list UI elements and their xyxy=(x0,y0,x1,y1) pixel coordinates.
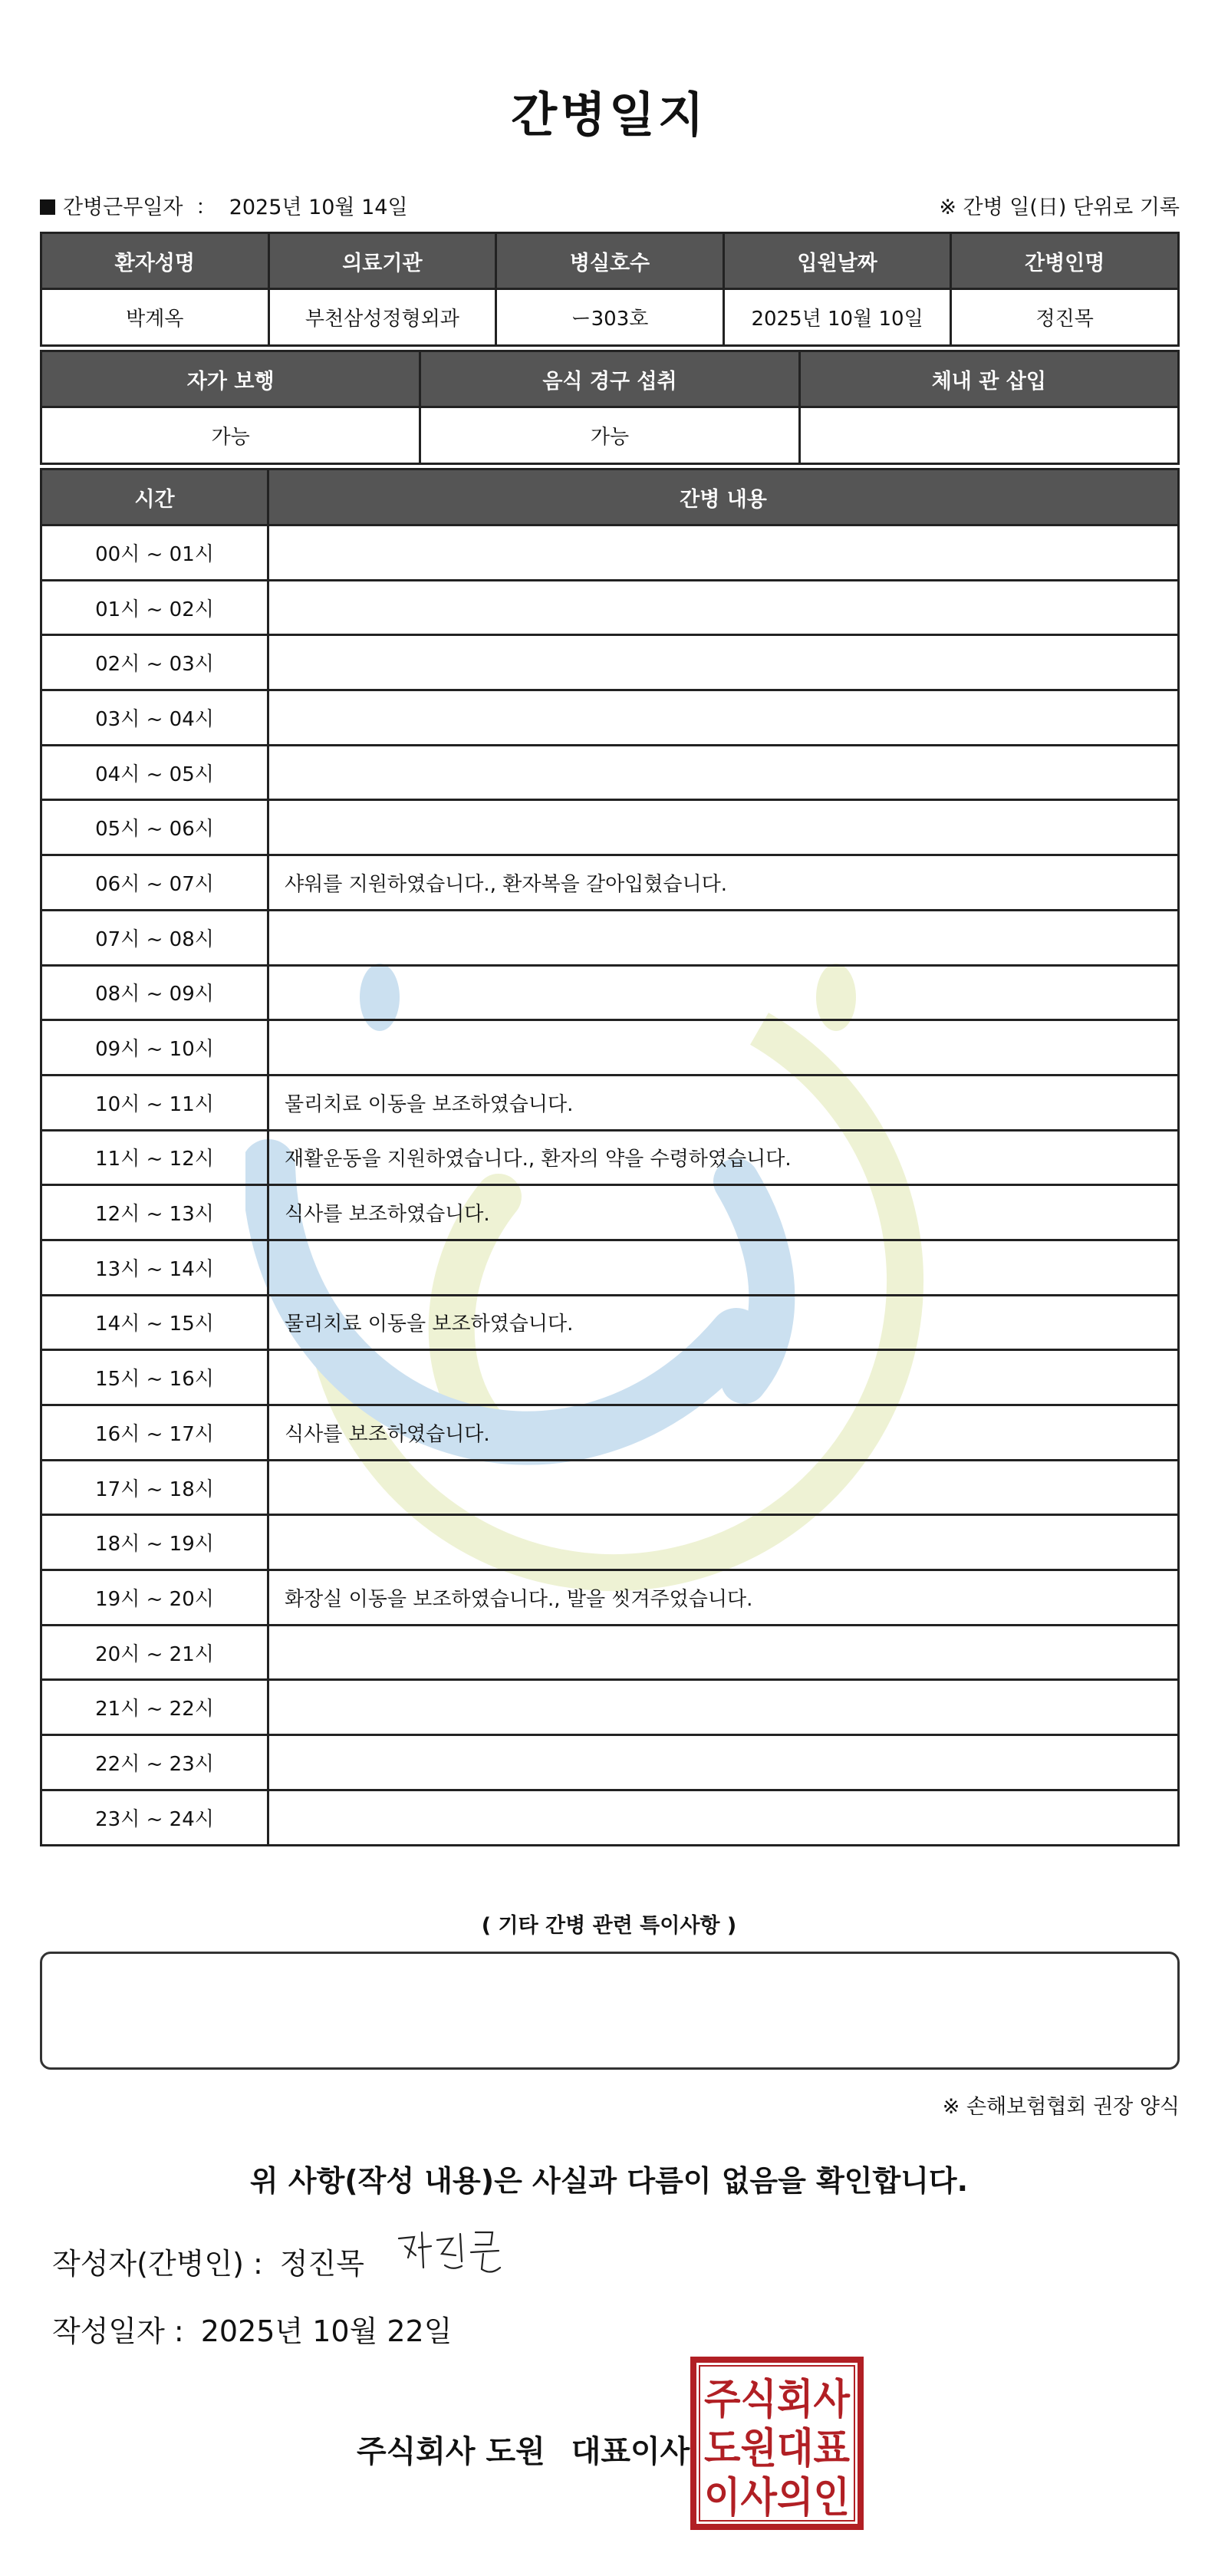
company-name: 주식회사 도원 xyxy=(357,2434,545,2469)
log-content: 물리치료 이동을 보조하였습니다. xyxy=(268,1075,1179,1130)
log-content: 식사를 보조하였습니다. xyxy=(268,1185,1179,1240)
log-row xyxy=(41,855,1179,911)
self-walking-value: 가능 xyxy=(41,407,420,464)
patient-info-table xyxy=(40,232,1180,347)
log-row xyxy=(41,690,1179,746)
header-care-content: 간병 내용 xyxy=(268,469,1179,525)
svg-text:도원대표: 도원대표 xyxy=(704,2424,850,2472)
log-time: 10시 ~ 11시 xyxy=(41,1075,268,1130)
log-content xyxy=(268,1515,1179,1570)
notes-heading: ( 기타 간병 관련 특이사항 ) xyxy=(481,1914,737,1938)
header-hospital: 의료기관 xyxy=(268,233,496,289)
log-row xyxy=(41,1625,1179,1680)
page-title: 간병일지 xyxy=(511,87,707,143)
handwritten-signature xyxy=(391,2223,514,2284)
log-time: 18시 ~ 19시 xyxy=(41,1515,268,1570)
log-row xyxy=(41,745,1179,800)
header-oral-intake: 음식 경구 섭취 xyxy=(420,351,799,407)
company-seal xyxy=(690,2357,864,2530)
log-row xyxy=(41,1735,1179,1790)
header-room-number: 병실호수 xyxy=(496,233,724,289)
log-row xyxy=(41,1295,1179,1350)
log-time: 13시 ~ 14시 xyxy=(41,1240,268,1295)
log-content xyxy=(268,745,1179,800)
log-time: 03시 ~ 04시 xyxy=(41,690,268,746)
log-content xyxy=(268,1020,1179,1076)
notes-box xyxy=(40,1952,1180,2070)
log-row xyxy=(41,1350,1179,1405)
care-log-table xyxy=(40,468,1180,1846)
log-time: 23시 ~ 24시 xyxy=(41,1790,268,1845)
log-time: 15시 ~ 16시 xyxy=(41,1350,268,1405)
log-content: 물리치료 이동을 보조하였습니다. xyxy=(268,1295,1179,1350)
log-time: 00시 ~ 01시 xyxy=(41,525,268,581)
log-content xyxy=(268,580,1179,635)
log-row xyxy=(41,1240,1179,1295)
log-content xyxy=(268,910,1179,965)
admission-date: 2025년 10월 10일 xyxy=(723,289,951,346)
square-bullet-icon xyxy=(40,199,55,215)
header-self-walking: 자가 보행 xyxy=(41,351,420,407)
log-content xyxy=(268,1735,1179,1790)
log-content xyxy=(268,1460,1179,1515)
svg-text:주식회사: 주식회사 xyxy=(704,2375,851,2423)
svg-text:이사의인: 이사의인 xyxy=(704,2473,850,2522)
work-date-label: 간병근무일자 xyxy=(63,196,183,219)
tube-insertion-value xyxy=(799,407,1178,464)
header-tube-insertion: 체내 관 삽입 xyxy=(799,351,1178,407)
log-content: 샤워를 지원하였습니다., 환자복을 갈아입혔습니다. xyxy=(268,855,1179,911)
room-number: ー303호 xyxy=(496,289,724,346)
caregiver-name: 정진목 xyxy=(951,289,1179,346)
log-row xyxy=(41,965,1179,1020)
log-time: 05시 ~ 06시 xyxy=(41,800,268,855)
write-date-row xyxy=(52,2308,452,2350)
log-content xyxy=(268,1625,1179,1680)
log-time: 01시 ~ 02시 xyxy=(41,580,268,635)
writer-row xyxy=(52,2240,364,2282)
log-content: 식사를 보조하였습니다. xyxy=(268,1405,1179,1461)
log-row xyxy=(41,800,1179,855)
log-row xyxy=(41,1185,1179,1240)
log-time: 12시 ~ 13시 xyxy=(41,1185,268,1240)
header-patient-name: 환자성명 xyxy=(41,233,269,289)
association-note: ※ 손해보험협회 권장 양식 xyxy=(942,2095,1180,2119)
log-time: 19시 ~ 20시 xyxy=(41,1570,268,1626)
log-row xyxy=(41,1130,1179,1185)
log-row xyxy=(41,1020,1179,1076)
log-content xyxy=(268,1350,1179,1405)
log-row xyxy=(41,1460,1179,1515)
work-date-value: 2025년 10월 14일 xyxy=(229,196,408,219)
log-content xyxy=(268,525,1179,581)
writer-label: 작성자(간병인) : xyxy=(52,2247,263,2281)
header-time: 시간 xyxy=(41,469,268,525)
log-content xyxy=(268,1240,1179,1295)
confirmation-statement: 위 사항(작성 내용)은 사실과 다름이 없음을 확인합니다. xyxy=(249,2164,969,2198)
log-content xyxy=(268,1680,1179,1735)
log-time: 22시 ~ 23시 xyxy=(41,1735,268,1790)
log-time: 16시 ~ 17시 xyxy=(41,1405,268,1461)
log-content xyxy=(268,965,1179,1020)
work-date-separator: ： xyxy=(196,196,217,219)
log-row xyxy=(41,525,1179,581)
log-content: 재활운동을 지원하였습니다., 환자의 약을 수령하였습니다. xyxy=(268,1130,1179,1185)
log-row xyxy=(41,1680,1179,1735)
log-time: 06시 ~ 07시 xyxy=(41,855,268,911)
log-time: 02시 ~ 03시 xyxy=(41,635,268,690)
header-caregiver-name: 간병인명 xyxy=(951,233,1179,289)
log-content xyxy=(268,635,1179,690)
log-time: 04시 ~ 05시 xyxy=(41,745,268,800)
log-row xyxy=(41,1790,1179,1845)
log-content xyxy=(268,690,1179,746)
log-content: 화장실 이동을 보조하였습니다., 발을 씻겨주었습니다. xyxy=(268,1570,1179,1626)
log-time: 08시 ~ 09시 xyxy=(41,965,268,1020)
header-admission-date: 입원날짜 xyxy=(723,233,951,289)
log-content xyxy=(268,800,1179,855)
log-row xyxy=(41,910,1179,965)
log-row xyxy=(41,580,1179,635)
log-row xyxy=(41,1405,1179,1461)
log-time: 07시 ~ 08시 xyxy=(41,910,268,965)
patient-status-table xyxy=(40,350,1180,465)
log-time: 20시 ~ 21시 xyxy=(41,1625,268,1680)
log-row xyxy=(41,1515,1179,1570)
write-date-label: 작성일자 : xyxy=(52,2314,184,2348)
writer-name: 정진목 xyxy=(279,2247,364,2281)
patient-name: 박계옥 xyxy=(41,289,269,346)
work-date-row xyxy=(40,190,408,220)
oral-intake-value: 가능 xyxy=(420,407,799,464)
log-time: 17시 ~ 18시 xyxy=(41,1460,268,1515)
log-content xyxy=(268,1790,1179,1845)
log-row xyxy=(41,635,1179,690)
log-time: 11시 ~ 12시 xyxy=(41,1130,268,1185)
hospital-name: 부천삼성정형외과 xyxy=(268,289,496,346)
log-row xyxy=(41,1075,1179,1130)
record-unit-note: ※ 간병 일(日) 단위로 기록 xyxy=(939,196,1180,219)
log-row xyxy=(41,1570,1179,1626)
representative-title: 대표이사 xyxy=(571,2434,690,2469)
company-row xyxy=(357,2427,690,2471)
log-time: 21시 ~ 22시 xyxy=(41,1680,268,1735)
log-time: 09시 ~ 10시 xyxy=(41,1020,268,1076)
log-time: 14시 ~ 15시 xyxy=(41,1295,268,1350)
write-date-value: 2025년 10월 22일 xyxy=(200,2314,453,2348)
